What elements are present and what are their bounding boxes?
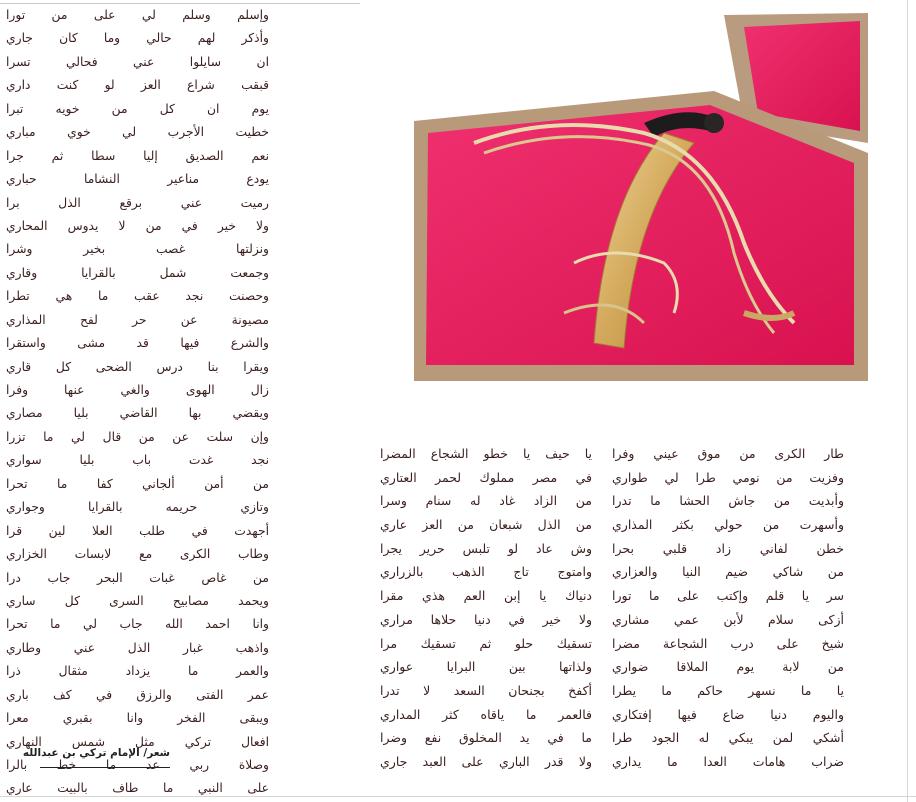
- poem-line: ما في يد المخلوق نفع وضرا: [380, 730, 592, 746]
- poem-line: من الذل شبعان من العز عاري: [380, 517, 592, 533]
- poem-line: من لابة يوم الملاقا ضواري: [612, 659, 844, 675]
- poem-line: افعال تركي مثل شمس النهاري: [6, 734, 269, 749]
- poem-line: وفزيت من نومي طرا لي طواري: [612, 469, 844, 485]
- poem-line: وانا احمد الله جاب لي ما تحرا: [6, 617, 269, 632]
- poem-line: ان سايلوا عني فحالي تسرا: [6, 54, 269, 69]
- poem-line: على النبي ما طاف بالبيت عاري: [6, 781, 269, 796]
- poem-column-middle: [380, 442, 592, 774]
- poem-line: فالعمر ما ياقاه كثر المداري: [380, 706, 592, 722]
- poem-line: زال الهوى والغي عنها وفرا: [6, 383, 269, 397]
- poem-line: ويبقى الفخر وانا بقبري معرا: [6, 711, 269, 726]
- poem-line: والعمر ما يزداد مثقال ذرا: [6, 664, 269, 679]
- poem-line: من الزاد غاد له سنام وسرا: [380, 493, 592, 509]
- poem-line: من أمن ألجاني كفا ما تحرا: [6, 476, 269, 491]
- poem-line: ويقرا بنا درس الضحى كل قاري: [6, 359, 269, 374]
- sword-box-photo: [414, 13, 868, 381]
- poem-column-left: [6, 4, 269, 801]
- poem-line: وأسهرت من حولي بكثر المذاري: [612, 517, 844, 533]
- poem-line: وتازي حريمه بالقرايا وجواري: [6, 500, 269, 515]
- poem-line: أزكى سلام لأبن عمي مشاري: [612, 611, 844, 627]
- poem-line: ولا خير في من لا يدوس المحاري: [6, 218, 269, 233]
- poem-line: ولا قدر الباري على العبد جاري: [380, 753, 592, 769]
- poem-line: رميت عني برقع الذل برا: [6, 195, 269, 210]
- poem-line: ونزلتها غصب بخير وشرا: [6, 242, 269, 257]
- poem-line: خطيت الأجرب لي خوي مباري: [6, 125, 269, 140]
- poem-line: وصلاة ربي عد ما خط بالرا: [6, 758, 269, 772]
- poem-line: عمر الفتى والرزق في كف باري: [6, 687, 269, 702]
- poem-line: سر يا قلم وإكتب على ما تورا: [612, 588, 844, 604]
- poem-line: وإسلم وسلم لي على من تورا: [6, 8, 269, 22]
- poem-line: والشرع فيها قد مشى واستقرا: [6, 336, 269, 351]
- poem-line: وإن سلت عن من قال لي ما تزرا: [6, 429, 269, 444]
- poem-line: وطاب الكرى مع لابسات الخزاري: [6, 547, 269, 562]
- poem-line: نعم الصديق إليا سطا ثم جرا: [6, 148, 269, 163]
- poem-line: ويقضي بها القاضي بليا مصاري: [6, 406, 269, 421]
- poem-line: قبقب شراع العز لو كنت داري: [6, 78, 269, 93]
- poem-line: ويحمد مصابيح السرى كل ساري: [6, 593, 269, 608]
- poem-line: أشكي لمن يبكي له الجود طرا: [612, 730, 844, 746]
- sword-in-box-image: [414, 13, 868, 381]
- poem-line: ولا خير في دنيا حلاها مراري: [380, 611, 592, 627]
- poem-line: في مصر مملوك لحمر العتاري: [380, 469, 592, 485]
- poem-line: نجد غدت باب بليا سواري: [6, 453, 269, 468]
- poem-line: ضراب هامات العدا ما يداري: [612, 753, 844, 769]
- poem-line: ولذاتها بين البرايا عواري: [380, 659, 592, 675]
- poem-line: واليوم دنيا ضاع فيها إفتكاري: [612, 706, 844, 722]
- poem-line: يا ما نسهر حاكم ما يطرا: [612, 682, 844, 698]
- poem-line: يا حيف يا خطو الشجاع المضرا: [380, 446, 592, 461]
- poem-line: دنياك يا إبن العم هذي مقرا: [380, 588, 592, 604]
- poem-line: وأبديت من جاش الحشا ما تدرا: [612, 493, 844, 509]
- poem-line: وامتوج تاج الذهب بالزراري: [380, 564, 592, 580]
- poem-column-right: [612, 442, 844, 774]
- poem-line: شيخ على درب الشجاعة مضرا: [612, 635, 844, 651]
- poem-line: وأذكر لهم حالي وما كان جاري: [6, 31, 269, 46]
- poem-line: مصيونة عن حر لفح المذاري: [6, 312, 269, 327]
- poem-line: أجهدت في طلب العلا لين قرا: [6, 523, 269, 538]
- right-rule: [907, 0, 908, 802]
- poem-line: طار الكرى من موق عيني وفرا: [612, 446, 844, 461]
- poem-line: يودع مناعير النشاما حباري: [6, 172, 269, 187]
- poem-line: أكفخ بجنحان السعد لا تدرا: [380, 682, 592, 698]
- poem-line: وحصنت نجد عقب ما هي تطرا: [6, 289, 269, 304]
- poem-line: من غاص غبات البحر جاب درا: [6, 570, 269, 585]
- poem-line: واذهب غبار الذل عني وطاري: [6, 640, 269, 655]
- poem-line: تسقيك حلو ثم تسقيك مرا: [380, 635, 592, 651]
- poem-line: من شاكي ضيم النيا والعزاري: [612, 564, 844, 580]
- poet-signature: شعر/ الإمام تركي بن عبدالله: [40, 747, 170, 768]
- poem-line: خطن لفاني زاد قلبي بحرا: [612, 540, 844, 556]
- poem-line: وجمعت شمل بالقرايا وقاري: [6, 265, 269, 280]
- poem-line: يوم ان كل من خويه تبرا: [6, 101, 269, 116]
- poem-line: وش عاد لو تلبس حرير يجرا: [380, 540, 592, 556]
